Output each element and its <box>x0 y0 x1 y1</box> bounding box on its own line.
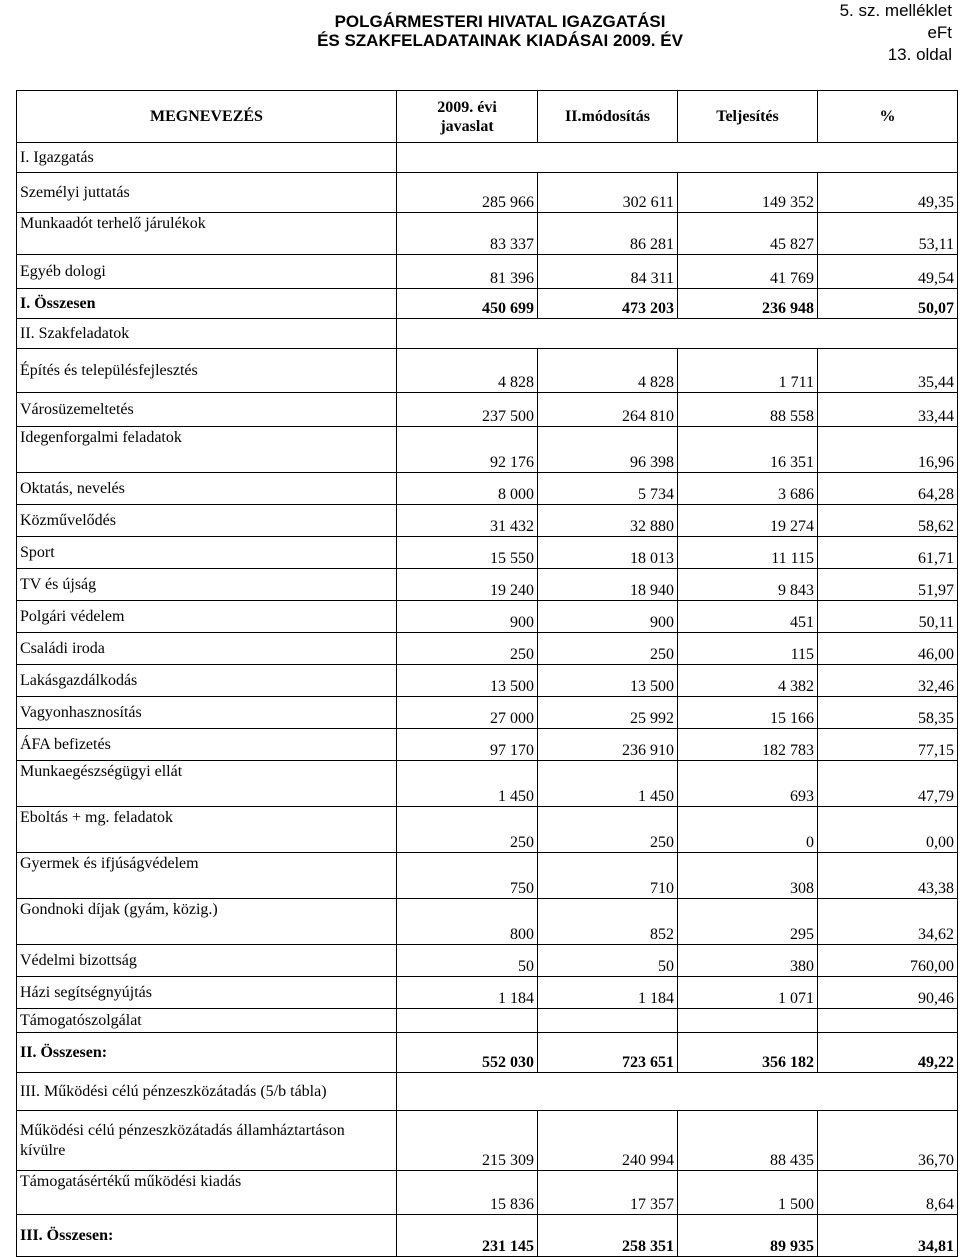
cell-perf <box>678 1009 818 1033</box>
unit-label: eFt <box>927 23 952 42</box>
table-row <box>17 537 958 569</box>
cell-pct: 43,38 <box>818 853 958 899</box>
cell-plan: 4 828 <box>397 349 538 393</box>
table-row <box>17 729 958 761</box>
cell-perf: 295 <box>678 899 818 945</box>
table-row <box>17 899 958 945</box>
section-label: II. Szakfeladatok <box>17 319 397 349</box>
cell-mod: 236 910 <box>538 729 678 761</box>
cell-name: Gondnoki díjak (gyám, közig.) <box>17 899 397 945</box>
cell-plan: 250 <box>397 633 538 665</box>
cell-pct: 47,79 <box>818 761 958 807</box>
total-row <box>17 1033 958 1073</box>
cell-name: II. Összesen: <box>17 1033 397 1073</box>
cell-perf: 15 166 <box>678 697 818 729</box>
table-row <box>17 213 958 255</box>
section-filler <box>397 1073 958 1111</box>
cell-mod: 250 <box>538 807 678 853</box>
cell-perf: 236 948 <box>678 289 818 319</box>
cell-plan: 83 337 <box>397 213 538 255</box>
cell-pct: 61,71 <box>818 537 958 569</box>
cell-plan: 8 000 <box>397 473 538 505</box>
total-row <box>17 289 958 319</box>
col-header-mod: II.módosítás <box>538 91 678 143</box>
title-line-2: ÉS SZAKFELADATAINAK KIADÁSAI 2009. ÉV <box>317 31 683 50</box>
cell-pct: 34,62 <box>818 899 958 945</box>
table-row <box>17 173 958 213</box>
cell-pct: 50,11 <box>818 601 958 633</box>
cell-plan: 15 550 <box>397 537 538 569</box>
cell-perf: 1 071 <box>678 977 818 1009</box>
header-row <box>17 91 958 143</box>
cell-pct: 8,64 <box>818 1171 958 1215</box>
table-row <box>17 473 958 505</box>
cell-pct: 50,07 <box>818 289 958 319</box>
cell-pct: 53,11 <box>818 213 958 255</box>
cell-plan: 13 500 <box>397 665 538 697</box>
cell-perf: 88 558 <box>678 393 818 427</box>
cell-mod: 18 013 <box>538 537 678 569</box>
page-label: 13. oldal <box>887 45 952 64</box>
cell-name: Védelmi bizottság <box>17 945 397 977</box>
cell-name: Családi iroda <box>17 633 397 665</box>
cell-mod: 96 398 <box>538 427 678 473</box>
title-line-1: POLGÁRMESTERI HIVATAL IGAZGATÁSI <box>334 12 666 31</box>
cell-pct: 34,81 <box>818 1215 958 1257</box>
cell-mod: 25 992 <box>538 697 678 729</box>
expenditure-table <box>16 90 958 1257</box>
table-row <box>17 665 958 697</box>
cell-plan: 31 432 <box>397 505 538 537</box>
cell-perf: 45 827 <box>678 213 818 255</box>
cell-name: ÁFA befizetés <box>17 729 397 761</box>
cell-mod: 1 450 <box>538 761 678 807</box>
cell-name: Oktatás, nevelés <box>17 473 397 505</box>
cell-plan: 215 309 <box>397 1111 538 1171</box>
col-header-name: MEGNEVEZÉS <box>17 91 397 143</box>
cell-name: Gyermek és ifjúságvédelem <box>17 853 397 899</box>
cell-mod: 86 281 <box>538 213 678 255</box>
cell-perf: 451 <box>678 601 818 633</box>
document-title <box>200 12 800 50</box>
cell-pct: 49,22 <box>818 1033 958 1073</box>
cell-plan: 27 000 <box>397 697 538 729</box>
cell-mod: 710 <box>538 853 678 899</box>
cell-mod: 84 311 <box>538 255 678 289</box>
cell-plan: 92 176 <box>397 427 538 473</box>
cell-perf: 89 935 <box>678 1215 818 1257</box>
cell-name: Idegenforgalmi feladatok <box>17 427 397 473</box>
cell-mod: 13 500 <box>538 665 678 697</box>
cell-plan: 1 184 <box>397 977 538 1009</box>
cell-name: Lakásgazdálkodás <box>17 665 397 697</box>
cell-pct: 49,54 <box>818 255 958 289</box>
cell-name: Városüzemeltetés <box>17 393 397 427</box>
table-row <box>17 255 958 289</box>
cell-perf: 115 <box>678 633 818 665</box>
cell-perf: 16 351 <box>678 427 818 473</box>
cell-mod: 4 828 <box>538 349 678 393</box>
col-header-plan-line2: javaslat <box>440 117 494 135</box>
total-row <box>17 1215 958 1257</box>
annex-label: 5. sz. melléklet <box>839 1 952 20</box>
cell-plan: 800 <box>397 899 538 945</box>
cell-mod <box>538 1009 678 1033</box>
table-row <box>17 569 958 601</box>
cell-pct: 58,35 <box>818 697 958 729</box>
cell-pct: 35,44 <box>818 349 958 393</box>
col-header-pct: % <box>818 91 958 143</box>
cell-name: Egyéb dologi <box>17 255 397 289</box>
cell-mod: 240 994 <box>538 1111 678 1171</box>
table-row <box>17 807 958 853</box>
cell-pct: 51,97 <box>818 569 958 601</box>
cell-name: Támogatószolgálat <box>17 1009 397 1033</box>
cell-perf: 3 686 <box>678 473 818 505</box>
cell-perf: 380 <box>678 945 818 977</box>
cell-mod: 1 184 <box>538 977 678 1009</box>
col-header-plan <box>397 91 538 143</box>
cell-pct: 36,70 <box>818 1111 958 1171</box>
cell-mod: 32 880 <box>538 505 678 537</box>
cell-perf: 41 769 <box>678 255 818 289</box>
table-row <box>17 1111 958 1171</box>
cell-mod: 900 <box>538 601 678 633</box>
cell-mod: 17 357 <box>538 1171 678 1215</box>
cell-pct: 77,15 <box>818 729 958 761</box>
cell-pct: 32,46 <box>818 665 958 697</box>
cell-name: Támogatásértékű működési kiadás <box>17 1171 397 1215</box>
section-row <box>17 1073 958 1111</box>
cell-perf: 0 <box>678 807 818 853</box>
table-row <box>17 1171 958 1215</box>
cell-plan: 97 170 <box>397 729 538 761</box>
cell-mod: 264 810 <box>538 393 678 427</box>
table-row <box>17 761 958 807</box>
cell-plan: 285 966 <box>397 173 538 213</box>
cell-plan: 81 396 <box>397 255 538 289</box>
cell-name: Vagyonhasznosítás <box>17 697 397 729</box>
cell-plan: 15 836 <box>397 1171 538 1215</box>
cell-plan: 900 <box>397 601 538 633</box>
table-row <box>17 697 958 729</box>
cell-plan: 450 699 <box>397 289 538 319</box>
cell-name: Közművelődés <box>17 505 397 537</box>
cell-pct: 33,44 <box>818 393 958 427</box>
cell-perf: 88 435 <box>678 1111 818 1171</box>
cell-name: Munkaadót terhelő járulékok <box>17 213 397 255</box>
cell-mod: 302 611 <box>538 173 678 213</box>
cell-name: Működési célú pénzeszközátadás államháztartáson kívülre <box>17 1111 397 1171</box>
cell-perf: 4 382 <box>678 665 818 697</box>
cell-pct: 0,00 <box>818 807 958 853</box>
section-row <box>17 143 958 173</box>
cell-mod: 250 <box>538 633 678 665</box>
cell-mod: 723 651 <box>538 1033 678 1073</box>
table-row <box>17 945 958 977</box>
cell-pct: 16,96 <box>818 427 958 473</box>
cell-pct: 760,00 <box>818 945 958 977</box>
cell-pct: 46,00 <box>818 633 958 665</box>
section-label: I. Igazgatás <box>17 143 397 173</box>
cell-name: Építés és településfejlesztés <box>17 349 397 393</box>
section-filler <box>397 143 958 173</box>
cell-plan: 750 <box>397 853 538 899</box>
table-row <box>17 505 958 537</box>
cell-name: Személyi juttatás <box>17 173 397 213</box>
cell-perf: 1 500 <box>678 1171 818 1215</box>
cell-plan: 552 030 <box>397 1033 538 1073</box>
cell-pct <box>818 1009 958 1033</box>
table-row <box>17 633 958 665</box>
cell-perf: 1 711 <box>678 349 818 393</box>
col-header-perf: Teljesítés <box>678 91 818 143</box>
cell-perf: 693 <box>678 761 818 807</box>
cell-perf: 356 182 <box>678 1033 818 1073</box>
cell-perf: 9 843 <box>678 569 818 601</box>
cell-plan: 250 <box>397 807 538 853</box>
table-row <box>17 1009 958 1033</box>
cell-pct: 64,28 <box>818 473 958 505</box>
cell-name: Polgári védelem <box>17 601 397 633</box>
cell-name: Eboltás + mg. feladatok <box>17 807 397 853</box>
col-header-plan-line1: 2009. évi <box>437 98 497 116</box>
cell-perf: 308 <box>678 853 818 899</box>
table-row <box>17 349 958 393</box>
section-filler <box>397 319 958 349</box>
cell-name: Sport <box>17 537 397 569</box>
cell-plan: 237 500 <box>397 393 538 427</box>
cell-plan <box>397 1009 538 1033</box>
cell-name: III. Összesen: <box>17 1215 397 1257</box>
cell-mod: 50 <box>538 945 678 977</box>
cell-name: TV és újság <box>17 569 397 601</box>
right-header <box>840 0 952 66</box>
cell-mod: 473 203 <box>538 289 678 319</box>
table-row <box>17 601 958 633</box>
cell-mod: 18 940 <box>538 569 678 601</box>
cell-mod: 5 734 <box>538 473 678 505</box>
table-row <box>17 977 958 1009</box>
section-row <box>17 319 958 349</box>
cell-perf: 182 783 <box>678 729 818 761</box>
cell-mod: 852 <box>538 899 678 945</box>
cell-plan: 231 145 <box>397 1215 538 1257</box>
cell-name: I. Összesen <box>17 289 397 319</box>
cell-perf: 149 352 <box>678 173 818 213</box>
cell-name: Házi segítségnyújtás <box>17 977 397 1009</box>
table-row <box>17 853 958 899</box>
cell-plan: 50 <box>397 945 538 977</box>
cell-pct: 90,46 <box>818 977 958 1009</box>
table-row <box>17 427 958 473</box>
cell-mod: 258 351 <box>538 1215 678 1257</box>
cell-name: Munkaegészségügyi ellát <box>17 761 397 807</box>
cell-pct: 49,35 <box>818 173 958 213</box>
cell-perf: 19 274 <box>678 505 818 537</box>
cell-perf: 11 115 <box>678 537 818 569</box>
table-row <box>17 393 958 427</box>
section-label: III. Működési célú pénzeszközátadás (5/b tábla) <box>17 1073 397 1111</box>
cell-plan: 19 240 <box>397 569 538 601</box>
cell-plan: 1 450 <box>397 761 538 807</box>
cell-pct: 58,62 <box>818 505 958 537</box>
